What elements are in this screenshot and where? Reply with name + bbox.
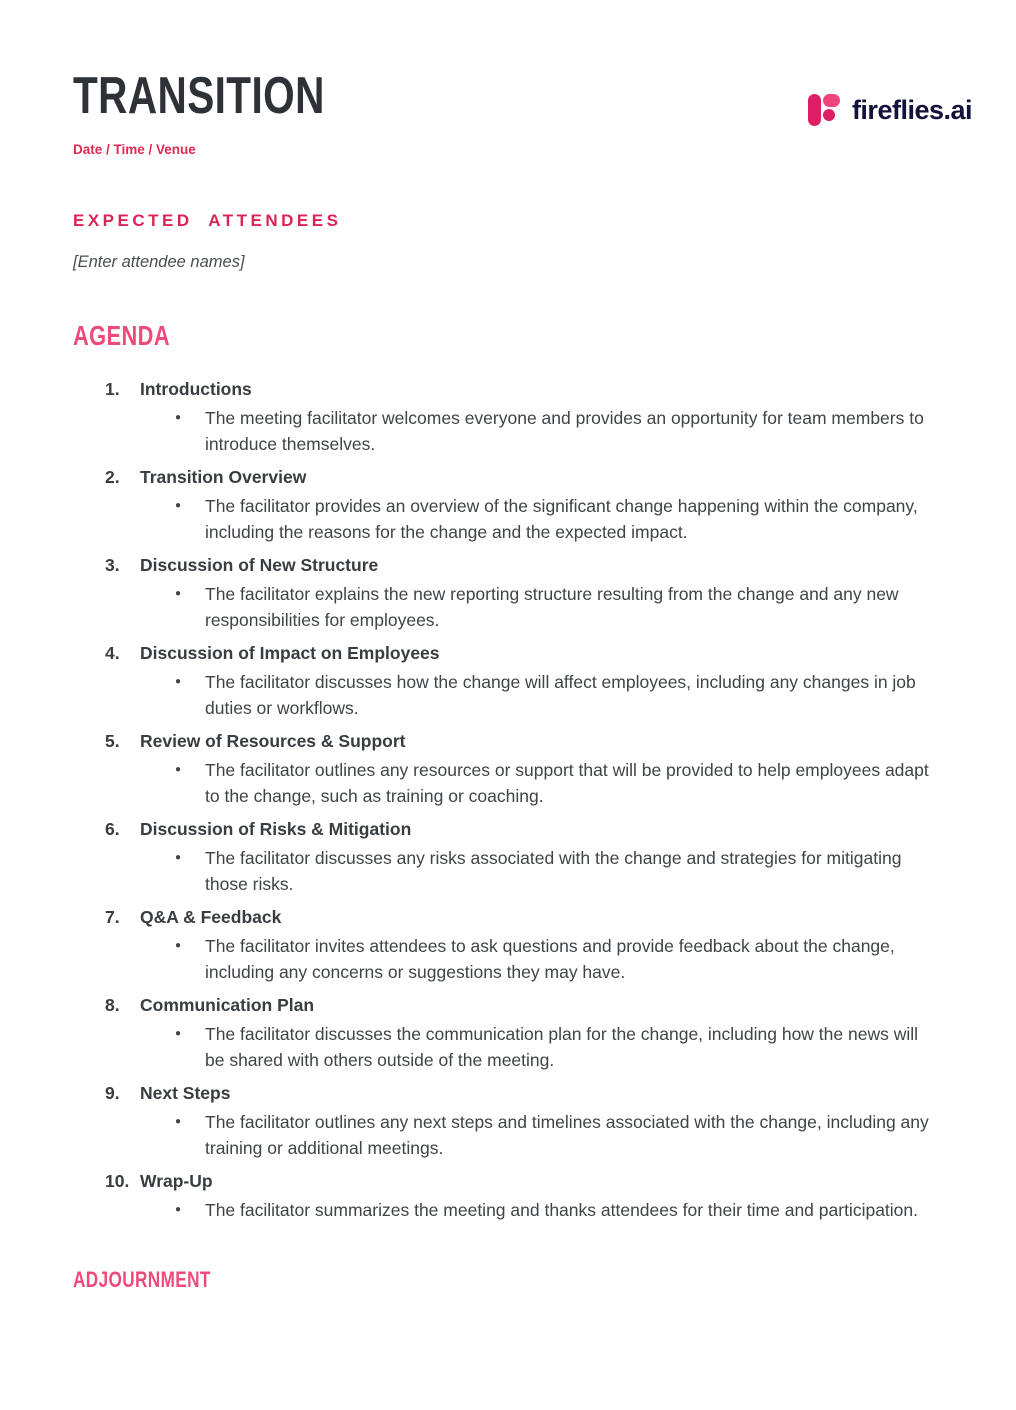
- adjournment-heading: ADJOURNMENT: [73, 1267, 211, 1292]
- agenda-item-detail: [73, 493, 943, 545]
- agenda-item-title: Review of Resources & Support: [140, 731, 406, 751]
- agenda-item: [73, 552, 943, 633]
- agenda-item-head: [73, 992, 943, 1019]
- agenda-item-head: [73, 728, 943, 755]
- bullet-icon: ●: [175, 412, 182, 423]
- bullet-icon: ●: [175, 1028, 182, 1039]
- bullet-icon: ●: [175, 764, 182, 775]
- agenda-item-title: Discussion of Impact on Employees: [140, 643, 440, 663]
- agenda-item-detail-text: The facilitator provides an overview of the significant change happening within the company, including the reasons for the change and the expected impact.: [205, 496, 918, 542]
- bullet-icon: ●: [175, 1204, 182, 1215]
- agenda-item-detail: [73, 1197, 943, 1223]
- document-page: [0, 66, 1016, 1293]
- agenda-item-head: [73, 904, 943, 931]
- agenda-item-head: [73, 640, 943, 667]
- agenda-item: [73, 816, 943, 897]
- agenda-item-detail-text: The facilitator outlines any next steps and timelines associated with the change, including any training or additional meetings.: [205, 1112, 929, 1158]
- agenda-item-detail: [73, 757, 943, 809]
- agenda-item-head: [73, 552, 943, 579]
- agenda-item-detail: [73, 845, 943, 897]
- agenda-item-number: 3.: [105, 555, 120, 575]
- agenda-item-number: 2.: [105, 467, 120, 487]
- brand-name: fireflies.ai: [851, 94, 972, 125]
- bullet-icon: ●: [175, 852, 182, 863]
- agenda-item-head: [73, 464, 943, 491]
- agenda-item-title: Wrap-Up: [140, 1171, 213, 1191]
- brand-logo: [806, 92, 972, 128]
- agenda-item-head: [73, 376, 943, 403]
- agenda-item-title: Communication Plan: [140, 995, 315, 1015]
- agenda-item-detail: [73, 405, 943, 457]
- agenda-item-number: 4.: [105, 643, 120, 663]
- agenda-item-head: [73, 1080, 943, 1107]
- agenda-item-number: 6.: [105, 819, 120, 839]
- agenda-item-title: Discussion of Risks & Mitigation: [140, 819, 412, 839]
- agenda-item: [73, 1080, 943, 1161]
- agenda-item-title: Q&A & Feedback: [140, 907, 282, 927]
- agenda-item-title: Transition Overview: [140, 467, 307, 487]
- agenda-item-detail-text: The facilitator summarizes the meeting and thanks attendees for their time and participation.: [205, 1200, 919, 1220]
- agenda-item-number: 1.: [105, 379, 120, 399]
- bullet-icon: ●: [175, 1116, 182, 1127]
- agenda-item-detail-text: The facilitator invites attendees to ask questions and provide feedback about the change, including any concerns or suggestions they may have.: [205, 936, 895, 982]
- agenda-heading: AGENDA: [73, 320, 170, 351]
- page-title: TRANSITION: [73, 67, 325, 125]
- agenda-item-detail: [73, 933, 943, 985]
- agenda-item-detail-text: The facilitator discusses how the change will affect employees, including any changes in job duties or workflows.: [205, 672, 916, 718]
- agenda-item: [73, 376, 943, 457]
- attendees-heading: EXPECTED ATTENDEES: [73, 211, 342, 230]
- agenda-item-title: Next Steps: [140, 1083, 231, 1103]
- agenda-item-number: 10.: [105, 1171, 130, 1191]
- agenda-item-detail-text: The facilitator outlines any resources or support that will be provided to help employees adapt to the change, such as training or coaching.: [205, 760, 929, 806]
- agenda-item-number: 8.: [105, 995, 120, 1015]
- bullet-icon: ●: [175, 500, 182, 511]
- agenda-item-detail-text: The meeting facilitator welcomes everyone and provides an opportunity for team members to introduce themselves.: [205, 408, 924, 454]
- agenda-item-number: 9.: [105, 1083, 120, 1103]
- agenda-item: [73, 1168, 943, 1223]
- bullet-icon: ●: [175, 940, 182, 951]
- agenda-list: [73, 376, 943, 1223]
- agenda-item: [73, 464, 943, 545]
- agenda-item: [73, 728, 943, 809]
- agenda-item-detail-text: The facilitator discusses the communication plan for the change, including how the news will be shared with others outside of the meeting.: [205, 1024, 919, 1070]
- agenda-item-head: [73, 1168, 943, 1195]
- fireflies-icon: [806, 92, 842, 128]
- agenda-item-number: 7.: [105, 907, 120, 927]
- agenda-item: [73, 992, 943, 1073]
- agenda-item-detail: [73, 581, 943, 633]
- agenda-item-number: 5.: [105, 731, 120, 751]
- agenda-item: [73, 904, 943, 985]
- agenda-item-detail: [73, 1021, 943, 1073]
- meeting-meta: Date / Time / Venue: [73, 142, 196, 157]
- attendees-placeholder: [Enter attendee names]: [73, 253, 245, 271]
- agenda-item-detail: [73, 669, 943, 721]
- agenda-item-detail-text: The facilitator explains the new reporting structure resulting from the change and any new responsibilities for employees.: [205, 584, 899, 630]
- agenda-item-head: [73, 816, 943, 843]
- agenda-item-detail: [73, 1109, 943, 1161]
- agenda-item-title: Introductions: [140, 379, 252, 399]
- bullet-icon: ●: [175, 676, 182, 687]
- bullet-icon: ●: [175, 588, 182, 599]
- agenda-item-detail-text: The facilitator discusses any risks associated with the change and strategies for mitigating those risks.: [205, 848, 902, 894]
- agenda-item: [73, 640, 943, 721]
- agenda-item-title: Discussion of New Structure: [140, 555, 379, 575]
